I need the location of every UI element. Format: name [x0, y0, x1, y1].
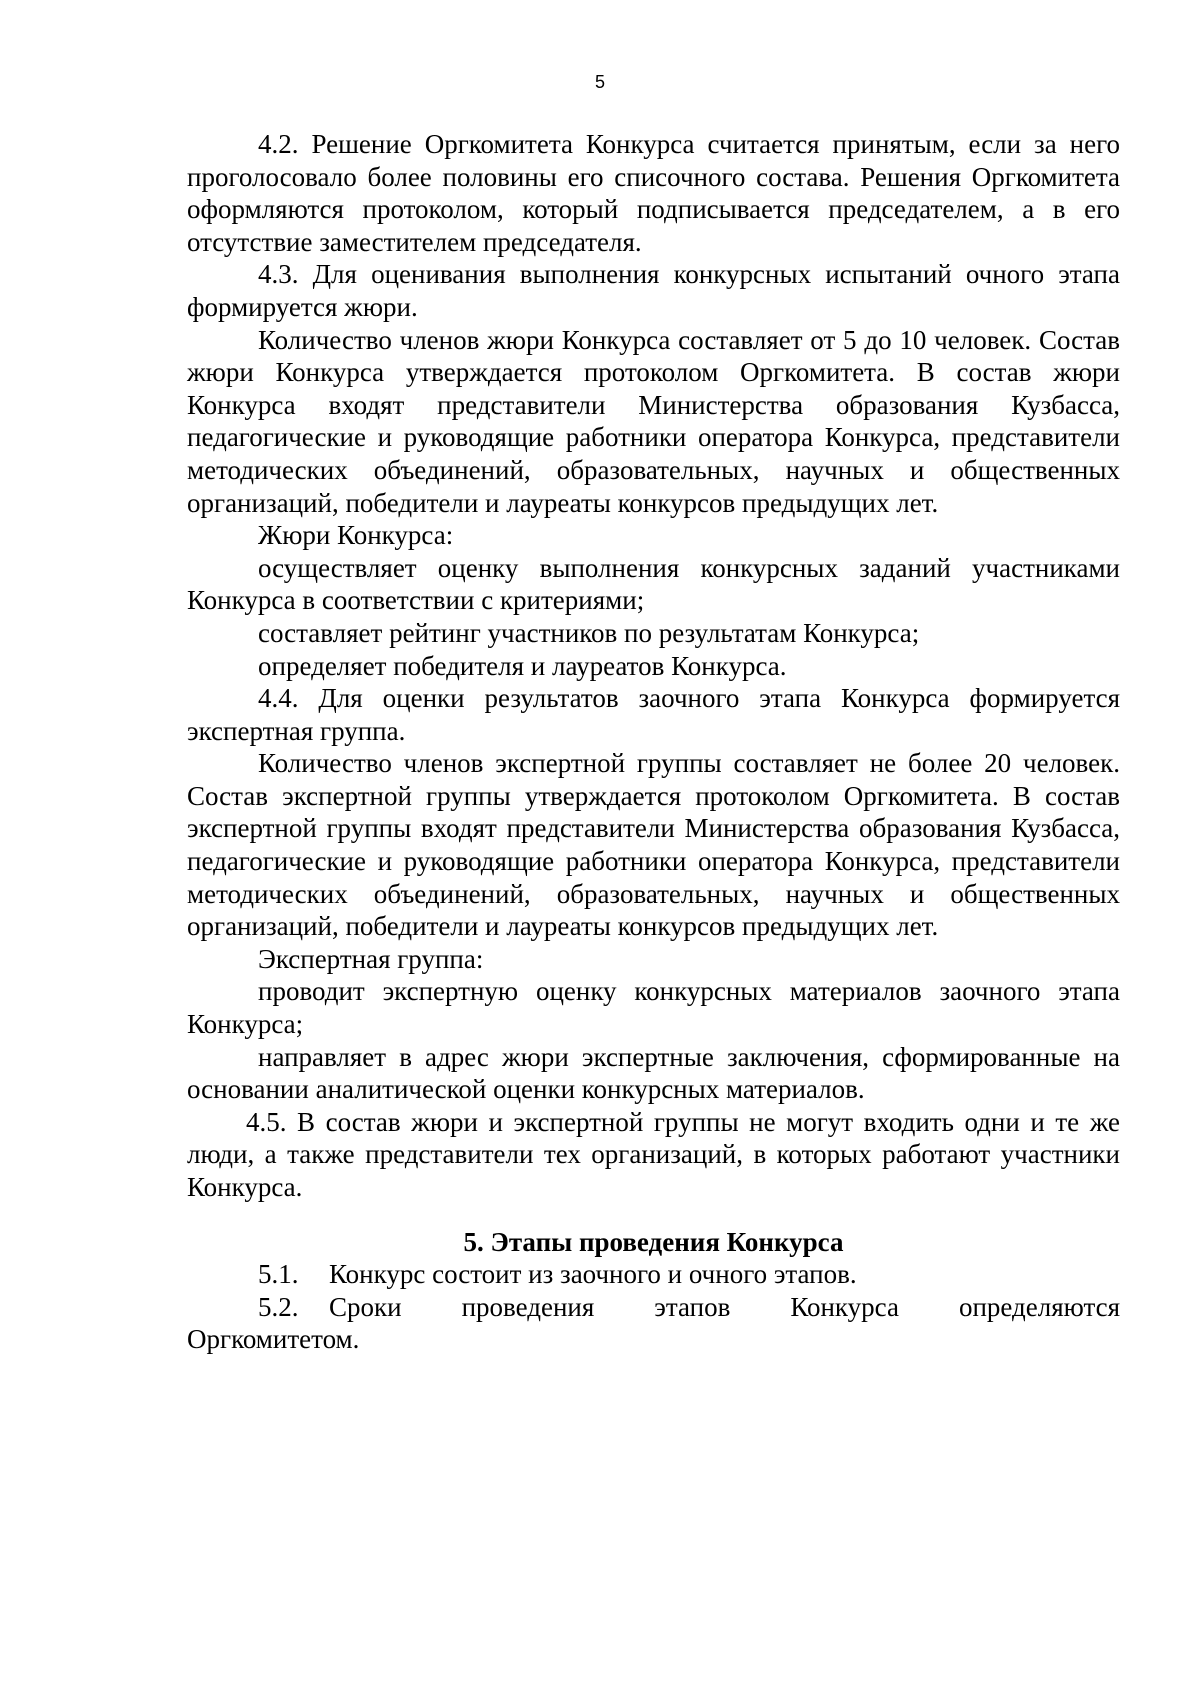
paragraph-4-2: 4.2. Решение Оргкомитета Конкурса считается принятым, если за него проголосовало более половины его списочного состава. Решения Оргкомитета оформляются протоколом, который подписывается председателем, а в его отсутствие заместителем председателя. [187, 129, 1120, 257]
list-item-5-2 [187, 1291, 1120, 1324]
page-number: 5 [594, 72, 605, 92]
paragraph-4-3: 4.3. Для оценивания выполнения конкурсных испытаний очного этапа формируется жюри. [187, 259, 1120, 322]
item-number: 5.1. [258, 1259, 299, 1290]
paragraph-jury-intro: Жюри Конкурса: [258, 520, 454, 551]
paragraph-jury-composition: Количество членов жюри Конкурса составляет от 5 до 10 человек. Состав жюри Конкурса утверждается протоколом Оргкомитета. В состав жюри Конкурса входят представители Министерства образования Кузбасса, педагогические и руководящие работники оператора Конкурса, представители методических объединений, образовательных, научных и общественных организаций, победители и лауреаты конкурсов предыдущих лет. [187, 324, 1120, 518]
paragraph-expert-duty-1: проводит экспертную оценку конкурсных материалов заочного этапа Конкурса; [187, 976, 1120, 1040]
item-text-continuation: Оргкомитетом. [187, 1324, 360, 1355]
list-item-5-1 [187, 1258, 1120, 1291]
paragraph-expert-duty-2: направляет в адрес жюри экспертные заключения, сформированные на основании аналитической оценки конкурсных материалов. [187, 1041, 1120, 1105]
paragraph-expert-intro: Экспертная группа: [258, 943, 484, 974]
paragraph-jury-duty-2: составляет рейтинг участников по результатам Конкурса; [258, 617, 920, 648]
paragraph-jury-duty-1: осуществляет оценку выполнения конкурсных заданий участниками Конкурса в соответствии с критериями; [187, 552, 1120, 616]
item-text: Сроки проведения этапов Конкурса определяются [329, 1291, 1120, 1322]
item-text: Конкурс состоит из заочного и очного этапов. [329, 1259, 857, 1290]
section-5-heading: 5. Этапы проведения Конкурса [463, 1226, 844, 1257]
paragraph-expert-composition: Количество членов экспертной группы составляет не более 20 человек. Состав экспертной группы утверждается протоколом Оргкомитета. В состав экспертной группы входят представители Министерства образования Кузбасса, педагогические и руководящие работники оператора Конкурса, представители методических объединений, образовательных, научных и общественных организаций, победители и лауреаты конкурсов предыдущих лет. [187, 748, 1120, 942]
paragraph-4-4: 4.4. Для оценки результатов заочного этапа Конкурса формируется экспертная группа. [187, 683, 1120, 746]
item-number: 5.2. [258, 1291, 299, 1322]
document-body [187, 128, 1120, 1356]
paragraph-4-5: 4.5. В состав жюри и экспертной группы не могут входить одни и те же люди, а также представители тех организаций, в которых работают участники Конкурса. [187, 1106, 1120, 1202]
paragraph-jury-duty-3: определяет победителя и лауреатов Конкурса. [258, 650, 787, 681]
